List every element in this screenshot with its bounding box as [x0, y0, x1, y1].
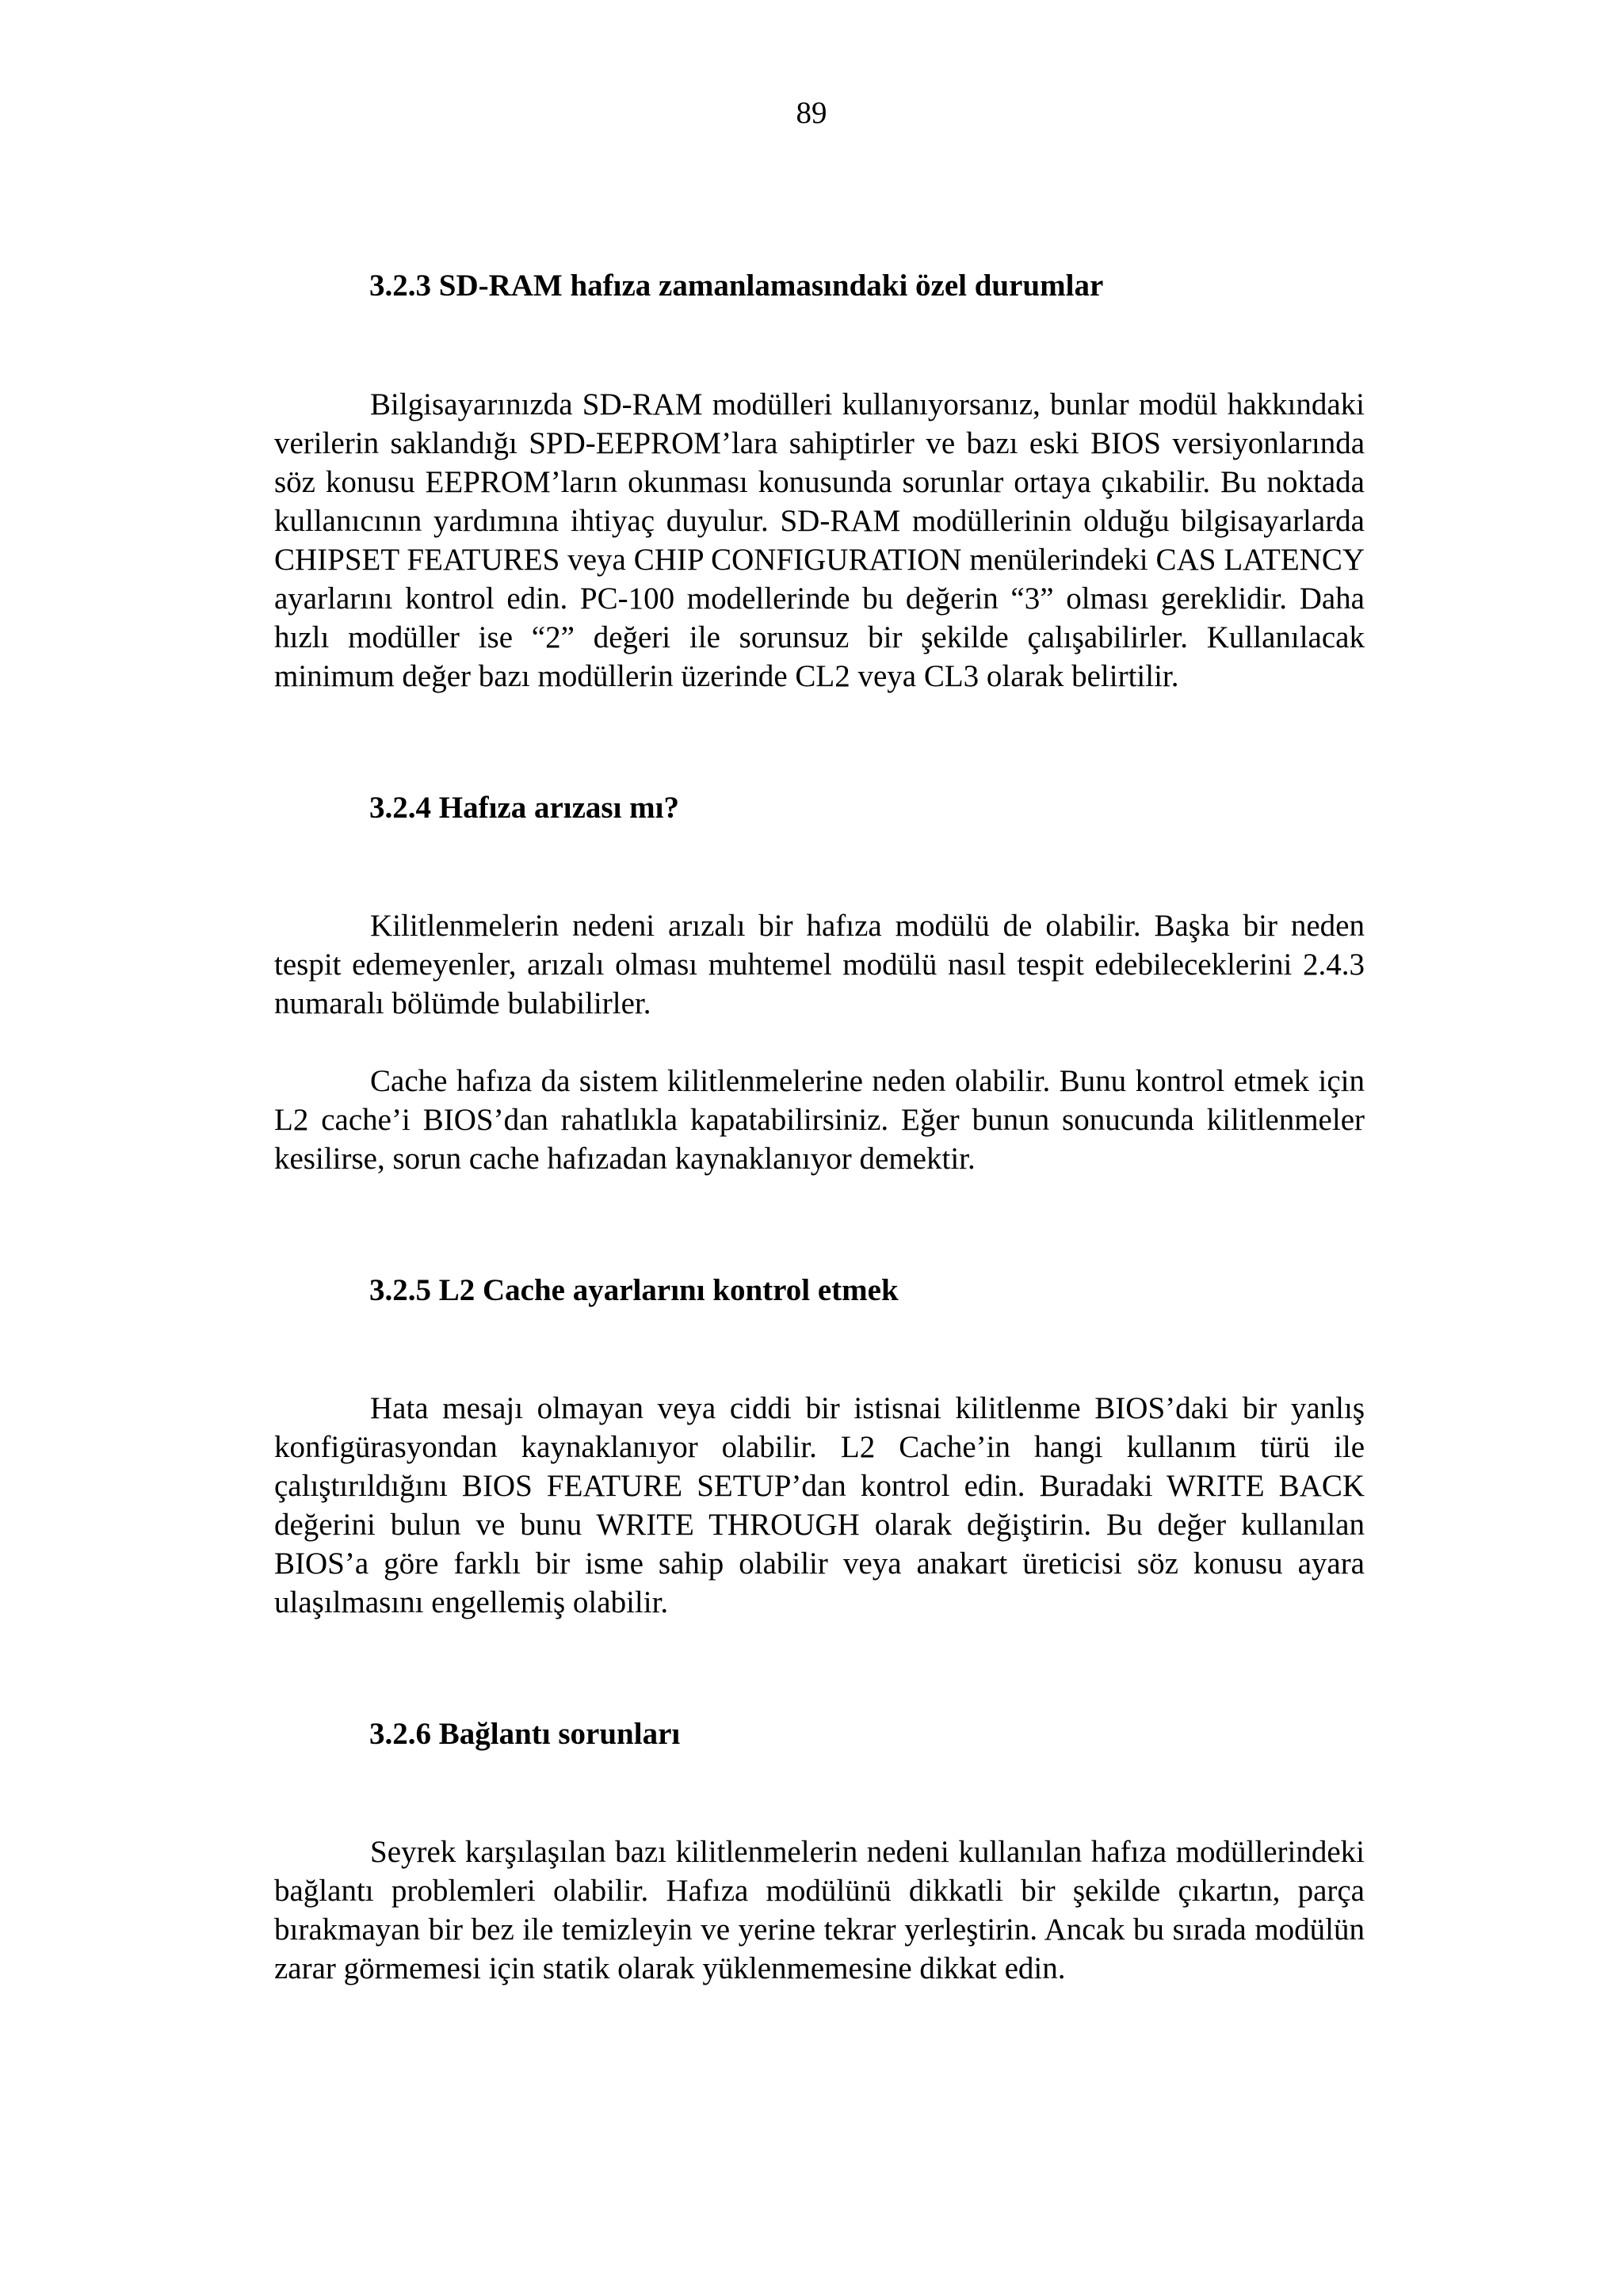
page-number: 89: [796, 96, 827, 130]
section-heading-connection-issues: 3.2.6 Bağlantı sorunları: [369, 1717, 681, 1751]
section-paragraph: Hata mesajı olmayan veya ciddi bir istisnai kilitlenme BIOS’daki bir yanlış konfigürasyondan kaynaklanıyor olabilir. L2 Cache’in hangi kullanım türü ile çalıştırıldığını BIOS FEATURE SETUP’dan kontrol edin. Buradaki WRITE BACK değerini bulun ve bunu WRITE THROUGH olarak değiştirin. Bu değer kullanılan BIOS’a göre farklı bir isme sahip olabilir veya anakart üreticisi söz konusu ayara ulaşılmasını engellemiş olabilir.: [274, 1391, 1365, 1619]
section-heading-memory-fault: 3.2.4 Hafıza arızası mı?: [369, 791, 680, 825]
section-paragraph: Kilitlenmelerin nedeni arızalı bir hafıza modülü de olabilir. Başka bir neden tespit edemeyenler, arızalı olması muhtemel modülü nasıl tespit edebileceklerini 2.4.3 numaralı bölümde bulabilirler.: [274, 909, 1365, 1020]
section-heading-l2-cache: 3.2.5 L2 Cache ayarlarını kontrol etmek: [369, 1273, 899, 1307]
section-heading-sdram-timing: 3.2.3 SD-RAM hafıza zamanlamasındaki özel durumlar: [369, 269, 1104, 303]
section-paragraph: Cache hafıza da sistem kilitlenmelerine neden olabilir. Bunu kontrol etmek için L2 cache’i BIOS’dan rahatlıkla kapatabilirsiniz. Eğer bunun sonucunda kilitlenmeler kesilirse, sorun cache hafızadan kaynaklanıyor demektir.: [274, 1064, 1365, 1176]
section-paragraph: Seyrek karşılaşılan bazı kilitlenmelerin nedeni kullanılan hafıza modüllerindeki bağlantı problemleri olabilir. Hafıza modülünü dikkatli bir şekilde çıkartın, parça bırakmayan bir bez ile temizleyin ve yerine tekrar yerleştirin. Ancak bu sırada modülün zarar görmemesi için statik olarak yüklenmemesine dikkat edin.: [274, 1835, 1365, 1985]
document-body: [274, 266, 1365, 1988]
section-paragraph: Bilgisayarınızda SD-RAM modülleri kullanıyorsanız, bunlar modül hakkındaki verilerin saklandığı SPD-EEPROM’lara sahiptirler ve bazı eski BIOS versiyonlarında söz konusu EEPROM’ların okunması konusunda sorunlar ortaya çıkabilir. Bu noktada kullanıcının yardımına ihtiyaç duyulur. SD-RAM modüllerinin olduğu bilgisayarlarda CHIPSET FEATURES veya CHIP CONFIGURATION menülerindeki CAS LATENCY ayarlarını kontrol edin. PC-100 modellerinde bu değerin “3” olması gereklidir. Daha hızlı modüller ise “2” değeri ile sorunsuz bir şekilde çalışabilirler. Kullanılacak minimum değer bazı modüllerin üzerinde CL2 veya CL3 olarak belirtilir.: [274, 387, 1365, 693]
